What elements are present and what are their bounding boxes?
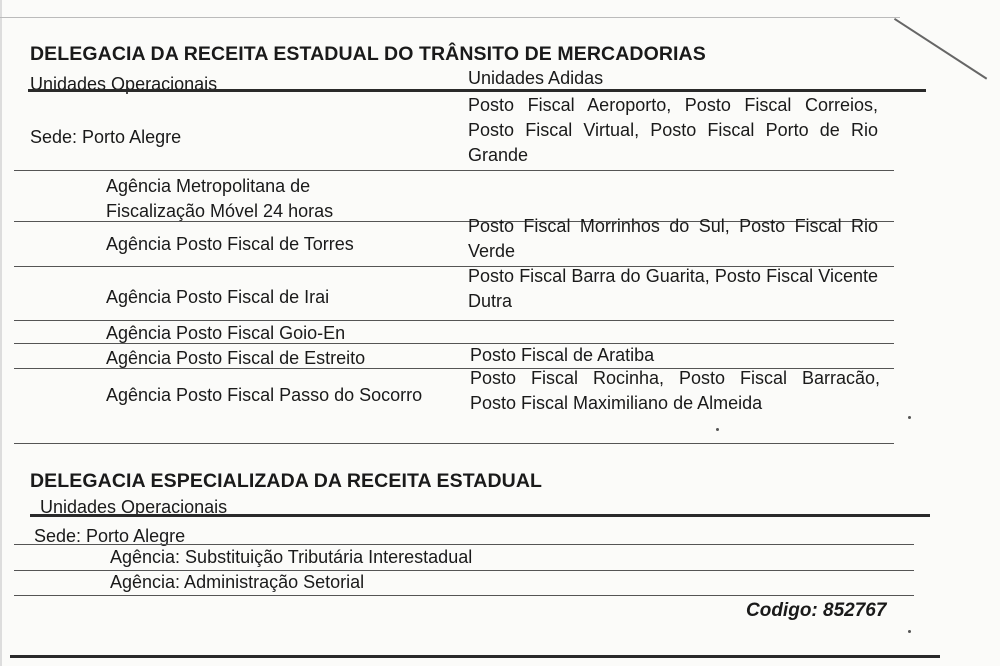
section1-row7-right: Posto Fiscal Rocinha, Posto Fiscal Barracão, Posto Fiscal Maximiliano de Almeida bbox=[470, 368, 880, 413]
section1-row4-left: Agência Posto Fiscal de Irai bbox=[106, 287, 330, 307]
paper-top-edge bbox=[0, 17, 900, 18]
section1-col-left-header: Unidades Operacionais bbox=[30, 74, 218, 94]
section1-title: DELEGACIA DA RECEITA ESTADUAL DO TRÂNSITO DE MERCADORIAS bbox=[30, 43, 706, 65]
section1-row2-left: Agência Metropolitana de Fiscalização Móvel 24 horas bbox=[106, 176, 334, 221]
row-divider bbox=[14, 170, 894, 171]
section1-row7-left: Agência Posto Fiscal Passo do Socorro bbox=[106, 385, 423, 405]
section1-row4-right: Posto Fiscal Barra do Guarita, Posto Fiscal Vicente Dutra bbox=[468, 266, 878, 311]
section1-row1-left: Sede: Porto Alegre bbox=[30, 127, 182, 147]
section1-header-rule bbox=[28, 89, 926, 92]
scan-speck bbox=[908, 416, 911, 419]
scan-speck bbox=[908, 630, 911, 633]
section2-row1: Sede: Porto Alegre bbox=[34, 526, 186, 546]
section1-col-right-header: Unidades Adidas bbox=[468, 68, 604, 88]
section1-row6-right: Posto Fiscal de Aratiba bbox=[470, 345, 655, 365]
section1-row3-left: Agência Posto Fiscal de Torres bbox=[106, 234, 354, 254]
section2-row2: Agência: Substituição Tributária Interestadual bbox=[110, 547, 473, 567]
row-divider bbox=[14, 443, 894, 444]
section1-row1-right: Posto Fiscal Aeroporto, Posto Fiscal Correios, Posto Fiscal Virtual, Posto Fiscal Porto de Rio Grande bbox=[468, 95, 878, 165]
scan-speck bbox=[716, 428, 719, 431]
section2-col-left-header: Unidades Operacionais bbox=[40, 497, 228, 517]
section2-title: DELEGACIA ESPECIALIZADA DA RECEITA ESTADUAL bbox=[30, 470, 543, 492]
section2-row3: Agência: Administração Setorial bbox=[110, 572, 365, 592]
section2-header-rule bbox=[30, 514, 930, 517]
paper-corner-fold bbox=[894, 18, 987, 80]
document-code: Codigo: 852767 bbox=[746, 600, 887, 621]
scan-edge bbox=[0, 0, 2, 666]
section1-row5-left: Agência Posto Fiscal Goio-En bbox=[106, 323, 346, 343]
section1-row3-right: Posto Fiscal Morrinhos do Sul, Posto Fiscal Rio Verde bbox=[468, 216, 878, 261]
paper-bottom-edge bbox=[10, 655, 940, 658]
section1-row6-left: Agência Posto Fiscal de Estreito bbox=[106, 348, 366, 368]
row-divider bbox=[14, 595, 914, 596]
